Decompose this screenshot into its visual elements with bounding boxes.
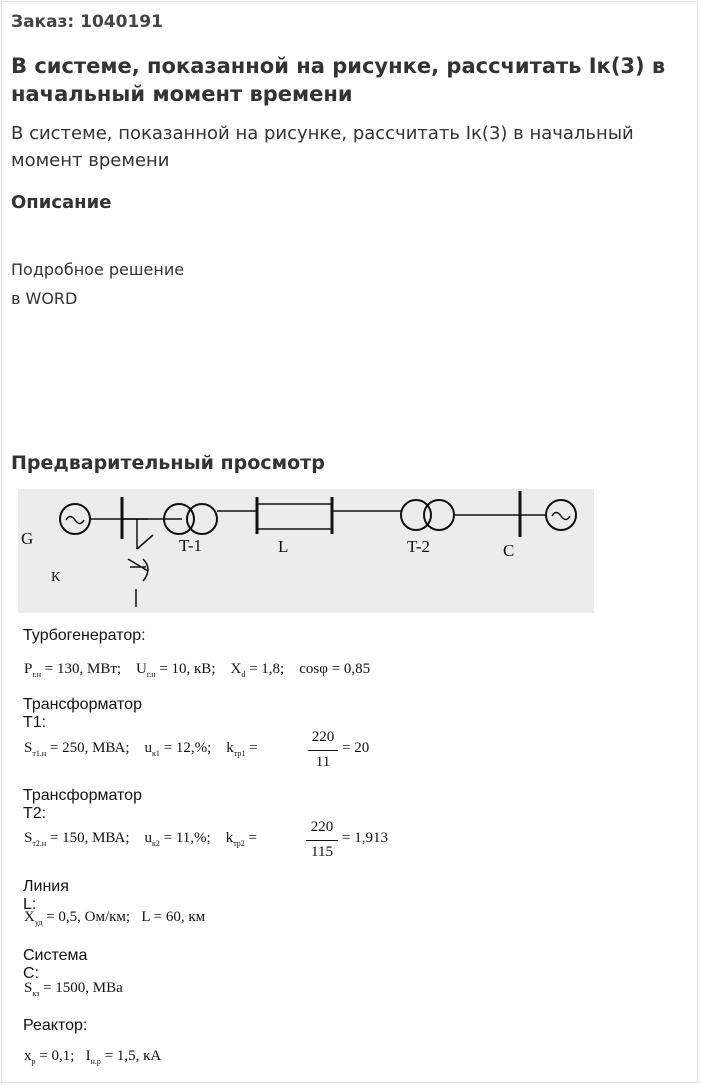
description-line-2: в WORD <box>11 289 78 308</box>
t2-winding-2 <box>424 500 454 530</box>
t1-winding-2 <box>187 504 217 534</box>
reactor-label: Реактор: <box>23 1017 88 1034</box>
t2-params: $S_{т2.н} = 150$, МВА; $u_{к2} = 11,\%$; $k_{тр2}$ = <box>24 830 258 848</box>
label-t2: T-2 <box>407 537 430 556</box>
t1-ratio-fraction: 220 11 <box>308 729 338 773</box>
t2-ratio-fraction: 220 115 <box>306 819 338 863</box>
description-heading: Описание <box>11 192 112 213</box>
t2-winding-1 <box>401 500 431 530</box>
label-c: C <box>503 541 515 560</box>
t1-label: Трансформатор Т1: <box>23 696 142 731</box>
page-title: В системе, показанной на рисунке, рассчитать Iк(3) в начальный момент времени <box>11 54 666 106</box>
t2-ratio-result: = 1,913 <box>342 830 388 846</box>
order-card <box>1 1 698 1083</box>
turbogen-params: $P_{г.н} = 130$, МВт; $U_{г.н} = 10$, кВ; $X_d = 1,8$; cosφ = 0,85 <box>24 661 371 679</box>
preview-heading: Предварительный просмотр <box>11 452 325 474</box>
line-label: Линия L: <box>23 878 69 913</box>
circuit-scheme-image <box>18 489 594 613</box>
fault-arrow <box>136 559 148 607</box>
generator-wave <box>66 517 84 524</box>
description-text <box>11 255 184 313</box>
t2-label: Трансформатор Т2: <box>23 787 142 822</box>
system-params: $S_{кз} = 1500$, МВа <box>24 980 123 998</box>
reactor-params: $x_р = 0,1$; $I_{н.р} = 1,5$, кА <box>24 1048 162 1066</box>
system-label: Система С: <box>23 947 88 982</box>
label-l: L <box>278 537 289 556</box>
t1-params: $S_{т1.н} = 250$, МВА; $u_{к1} = 12,\%$; $k_{тр1}$ = <box>24 740 258 758</box>
order-number: Заказ: 1040191 <box>11 12 163 32</box>
reactor-symbol <box>128 535 153 571</box>
t1-ratio-result: = 20 <box>342 740 370 756</box>
label-k: К <box>51 570 61 585</box>
circuit-diagram <box>18 489 594 613</box>
turbogen-label: Турбогенератор: <box>23 627 146 644</box>
task-text: В системе, показанной на рисунке, рассчитать Iк(3) в начальный момент времени <box>11 123 634 171</box>
label-t1: T-1 <box>179 536 202 555</box>
description-line-1: Подробное решение <box>11 260 185 279</box>
label-g: G <box>21 529 34 548</box>
line-params: $X_{уд} = 0,5$, Ом/км; L = 60, км <box>24 909 206 927</box>
